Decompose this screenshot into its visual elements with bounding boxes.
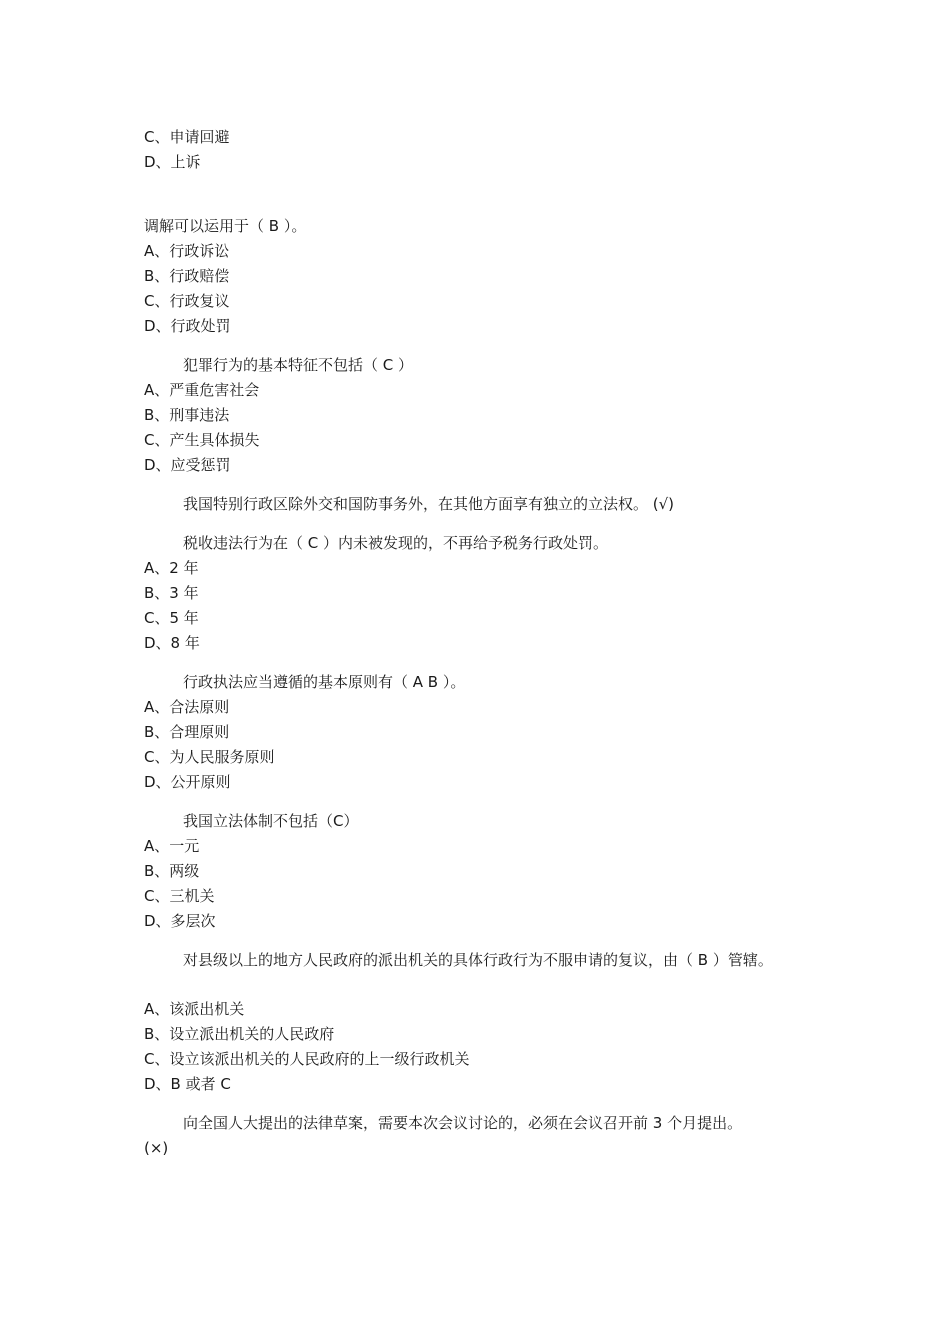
option-line: D、上诉: [144, 153, 201, 171]
option-line: D、8 年: [144, 634, 200, 652]
option-line: C、三机关: [144, 887, 215, 905]
option-line: A、一元: [144, 837, 200, 855]
option-line: A、该派出机关: [144, 1000, 245, 1018]
option-line: A、2 年: [144, 559, 199, 577]
option-line: B、两级: [144, 862, 200, 880]
option-line: A、严重危害社会: [144, 381, 260, 399]
option-line: C、产生具体损失: [144, 431, 260, 449]
answer-line: (×): [144, 1139, 169, 1157]
option-line: B、行政赔偿: [144, 267, 230, 285]
question-line: 我国特别行政区除外交和国防事务外，在其他方面享有独立的立法权。 (√): [183, 495, 675, 513]
option-line: B、合理原则: [144, 723, 230, 741]
question-line: 对县级以上的地方人民政府的派出机关的具体行政行为不服申请的复议，由（ B ）管辖。: [183, 951, 773, 969]
option-line: B、刑事违法: [144, 406, 230, 424]
option-line: A、合法原则: [144, 698, 230, 716]
option-line: C、申请回避: [144, 128, 230, 146]
option-line: C、行政复议: [144, 292, 230, 310]
option-line: C、5 年: [144, 609, 199, 627]
option-line: D、公开原则: [144, 773, 231, 791]
option-line: C、设立该派出机关的人民政府的上一级行政机关: [144, 1050, 470, 1068]
option-line: C、为人民服务原则: [144, 748, 275, 766]
question-line: 向全国人大提出的法律草案，需要本次会议讨论的，必须在会议召开前 3 个月提出。: [183, 1114, 743, 1132]
question-line: 行政执法应当遵循的基本原则有（ A B ）。: [183, 673, 466, 691]
option-line: B、设立派出机关的人民政府: [144, 1025, 335, 1043]
option-line: B、3 年: [144, 584, 199, 602]
question-line: 税收违法行为在（ C ）内未被发现的，不再给予税务行政处罚。: [183, 534, 609, 552]
option-line: D、多层次: [144, 912, 216, 930]
option-line: D、应受惩罚: [144, 456, 231, 474]
question-line: 犯罪行为的基本特征不包括（ C ）: [183, 356, 414, 374]
question-line: 我国立法体制不包括（C）: [183, 812, 359, 830]
option-line: A、行政诉讼: [144, 242, 230, 260]
question-line: 调解可以运用于（ B ）。: [144, 217, 307, 235]
option-line: D、行政处罚: [144, 317, 231, 335]
option-line: D、B 或者 C: [144, 1075, 231, 1093]
